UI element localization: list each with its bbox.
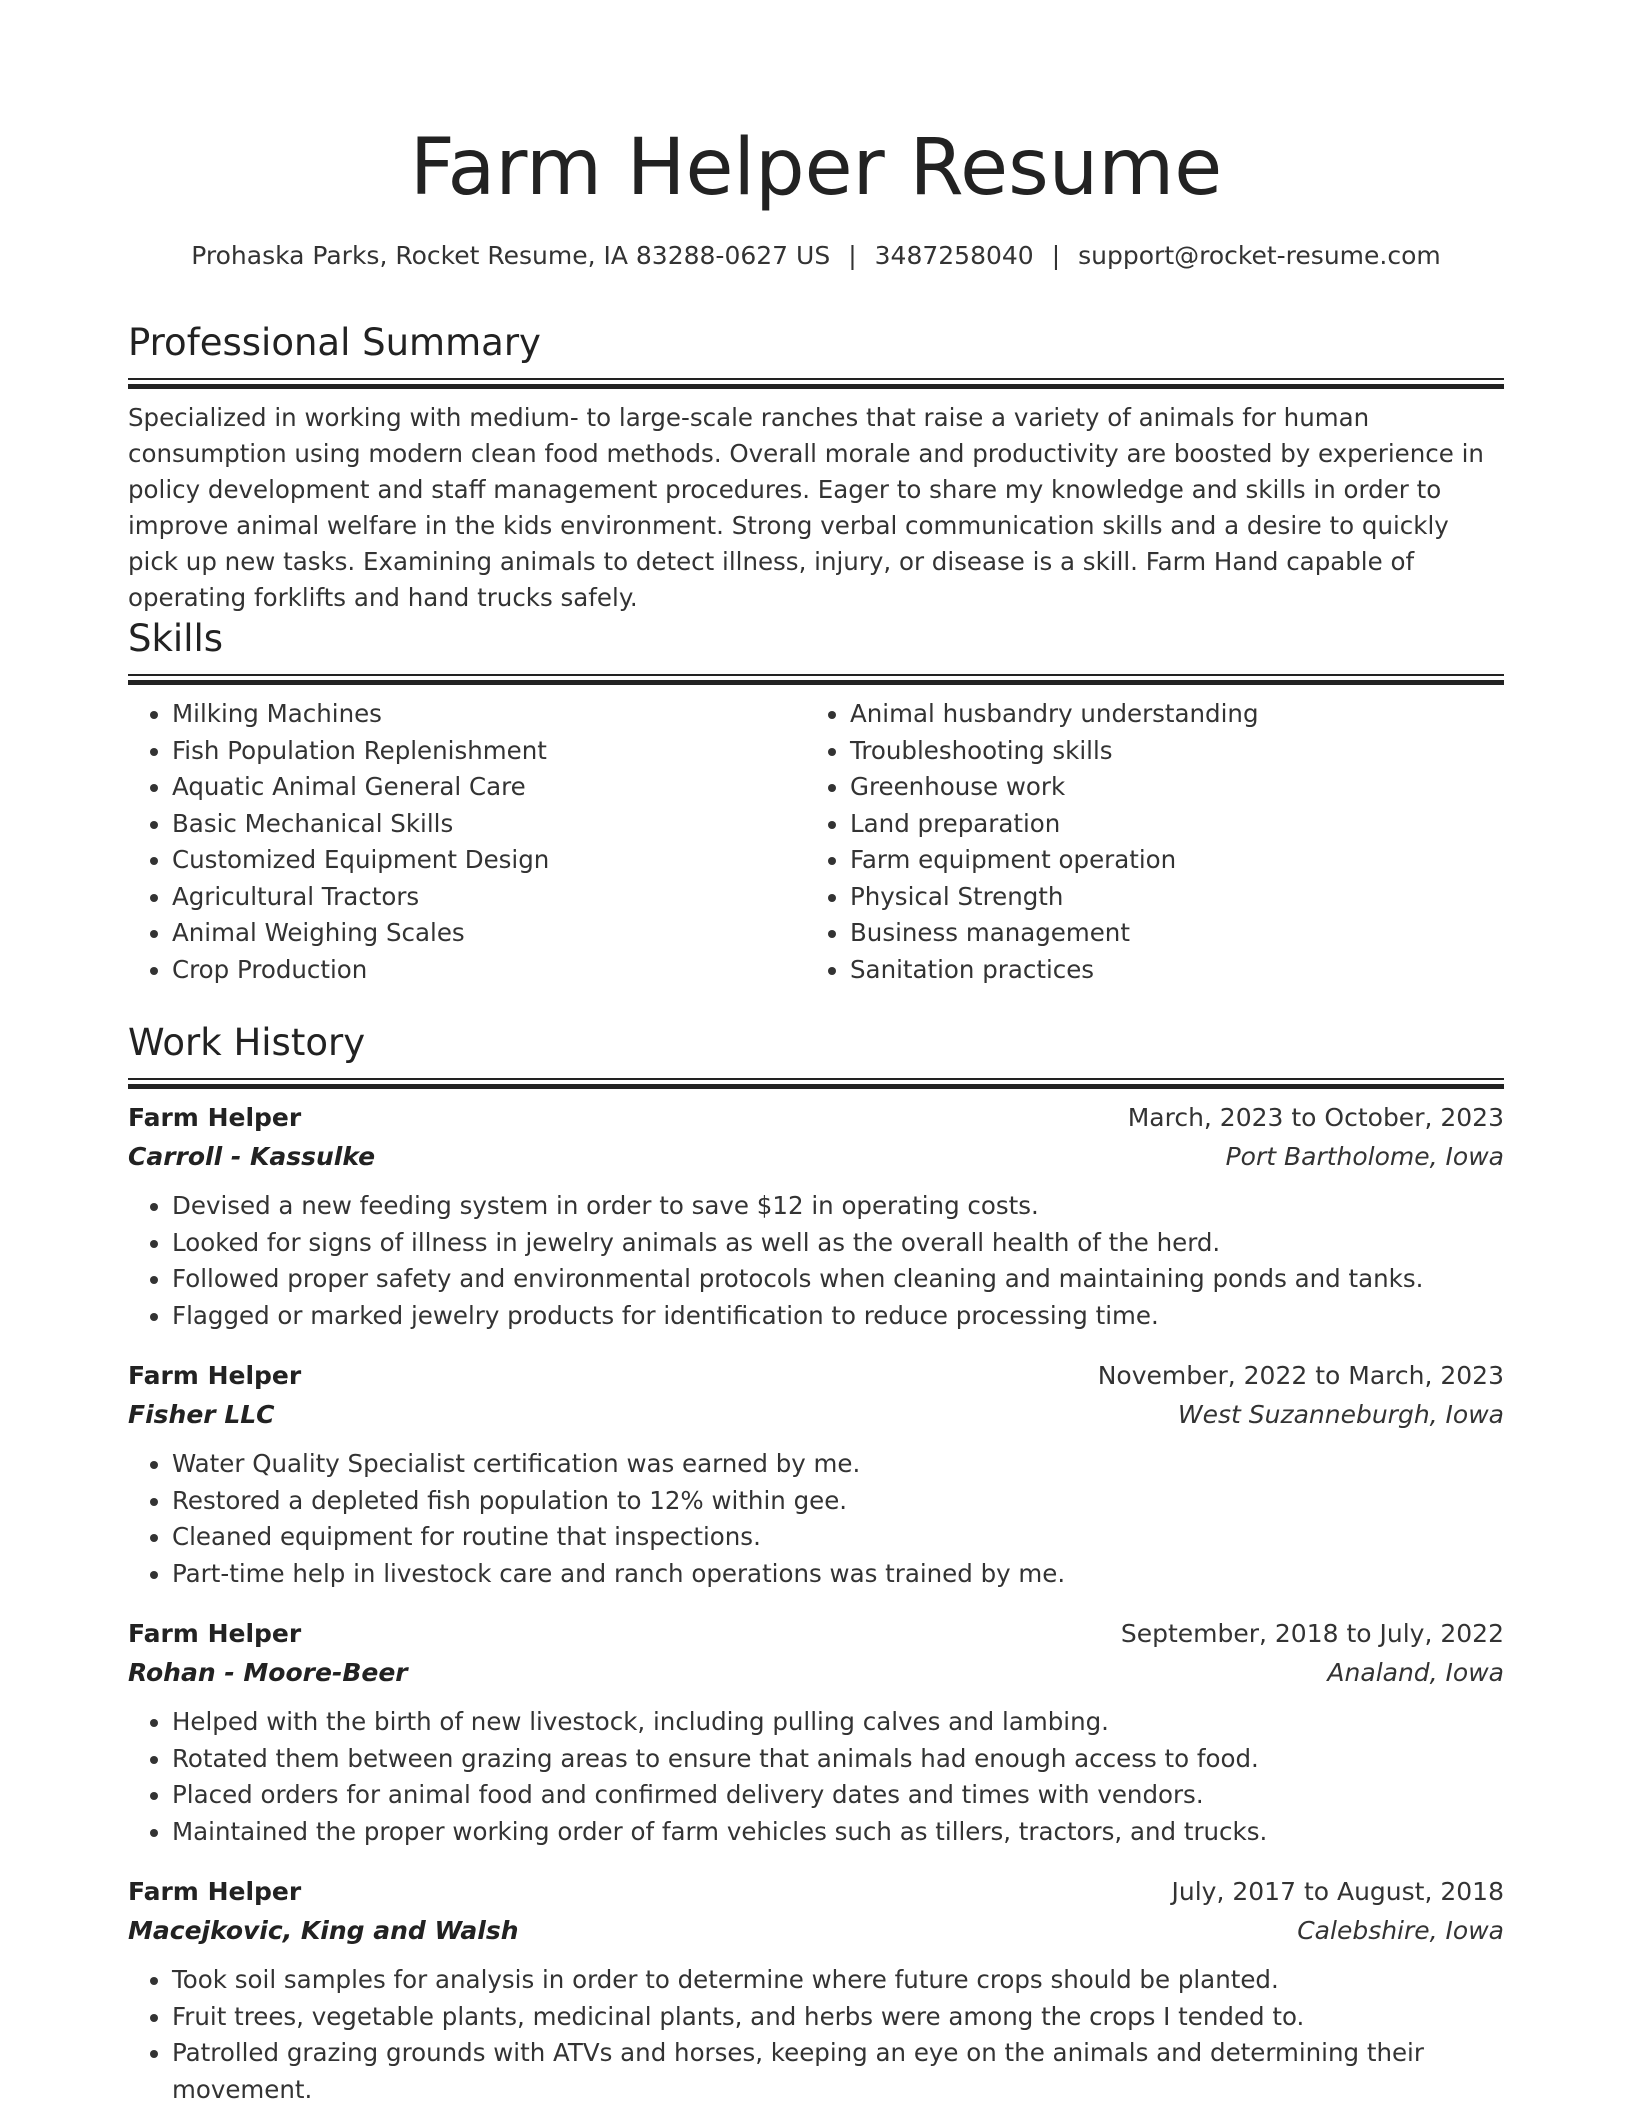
skills-list-left (128, 696, 806, 988)
job-subheader (128, 1395, 1504, 1434)
section-divider (128, 674, 1504, 684)
job-dates: March, 2023 to October, 2023 (1127, 1103, 1504, 1132)
job-dates: September, 2018 to July, 2022 (1120, 1619, 1504, 1648)
skill-item: • Fish Population Replenishment (172, 733, 806, 770)
job-bullet: • Took soil samples for analysis in order to determine where future crops should be planted. (172, 1962, 1504, 1999)
job-bullet: • Followed proper safety and environmental protocols when cleaning and maintaining ponds and tanks. (172, 1261, 1504, 1298)
skill-item: • Aquatic Animal General Care (172, 769, 806, 806)
job-company: Carroll - Kassulke (128, 1142, 376, 1171)
job-bullet: • Devised a new feeding system in order to save $12 in operating costs. (172, 1188, 1504, 1225)
contact-email: support@rocket-resume.com (1078, 241, 1441, 270)
job-bullet: • Rotated them between grazing areas to ensure that animals had enough access to food. (172, 1741, 1504, 1778)
job-dates: July, 2017 to August, 2018 (1171, 1877, 1504, 1906)
job-bullet: • Helped with the birth of new livestock, including pulling calves and lambing. (172, 1704, 1504, 1741)
job-bullet: • Restored a depleted fish population to 12% within gee. (172, 1483, 1504, 1520)
job-bullet: • Flagged or marked jewelry products for identification to reduce processing time. (172, 1298, 1504, 1335)
contact-address: Prohaska Parks, Rocket Resume, IA 83288-0627 US (191, 241, 831, 270)
professional-summary-section (128, 318, 1504, 616)
job-title: Farm Helper (128, 1103, 302, 1132)
job-bullet: • Looked for signs of illness in jewelry animals as well as the overall health of the herd. (172, 1225, 1504, 1262)
job-entry (128, 1614, 1504, 1850)
job-bullets (128, 1188, 1504, 1334)
job-company: Rohan - Moore-Beer (128, 1658, 408, 1687)
section-divider (128, 378, 1504, 388)
job-subheader (128, 1653, 1504, 1692)
job-entry (128, 1098, 1504, 1334)
job-bullet: • Maintained the proper working order of farm vehicles such as tillers, tractors, and trucks. (172, 1814, 1504, 1851)
job-bullet: • Part-time help in livestock care and ranch operations was trained by me. (172, 1556, 1504, 1593)
job-bullet: • Patrolled grazing grounds with ATVs and horses, keeping an eye on the animals and determining their movement. (172, 2035, 1504, 2108)
summary-text: Specialized in working with medium- to large-scale ranches that raise a variety of animals for human consumption using modern clean food methods. Overall morale and productivity are boosted by experience in policy development and staff management procedures. Eager to share my knowledge and skills in order to improve animal welfare in the kids environment. Strong verbal communication skills and a desire to quickly pick up new tasks. Examining animals to detect illness, injury, or disease is a skill. Farm Hand capable of operating forklifts and hand trucks safely. (128, 403, 1484, 612)
job-bullets (128, 1704, 1504, 1850)
job-company: Fisher LLC (128, 1400, 275, 1429)
job-dates: November, 2022 to March, 2023 (1097, 1361, 1504, 1390)
skill-item: • Physical Strength (850, 879, 1484, 916)
contact-line (128, 238, 1504, 274)
job-bullet: • Cleaned equipment for routine that inspections. (172, 1519, 1504, 1556)
job-header (128, 1098, 1504, 1137)
job-bullets (128, 1962, 1504, 2108)
job-title: Farm Helper (128, 1619, 302, 1648)
skills-heading: Skills (128, 617, 224, 660)
skills-columns (128, 696, 1504, 988)
job-header (128, 1356, 1504, 1395)
skill-item: • Business management (850, 915, 1484, 952)
skill-item: • Basic Mechanical Skills (172, 806, 806, 843)
resume-title: Farm Helper Resume (409, 123, 1223, 213)
job-header (128, 1614, 1504, 1653)
skill-item: • Greenhouse work (850, 769, 1484, 806)
job-location: Port Bartholome, Iowa (1225, 1142, 1504, 1171)
job-bullet: • Water Quality Specialist certification was earned by me. (172, 1446, 1504, 1483)
contact-separator: | (848, 241, 857, 270)
skill-item: • Agricultural Tractors (172, 879, 806, 916)
skill-item: • Troubleshooting skills (850, 733, 1484, 770)
summary-heading: Professional Summary (128, 321, 541, 364)
skill-item: • Land preparation (850, 806, 1484, 843)
job-entry (128, 1356, 1504, 1592)
contact-phone: 3487258040 (874, 241, 1034, 270)
job-subheader (128, 1137, 1504, 1176)
skill-item: • Customized Equipment Design (172, 842, 806, 879)
skill-item: • Crop Production (172, 952, 806, 989)
skill-item: • Animal husbandry understanding (850, 696, 1484, 733)
job-bullet: • Placed orders for animal food and confirmed delivery dates and times with vendors. (172, 1777, 1504, 1814)
skill-item: • Farm equipment operation (850, 842, 1484, 879)
job-company: Macejkovic, King and Walsh (128, 1916, 519, 1945)
section-divider (128, 1078, 1504, 1088)
contact-separator: | (1051, 241, 1061, 270)
job-title: Farm Helper (128, 1877, 302, 1906)
skills-section (128, 614, 1504, 988)
skill-item: • Milking Machines (172, 696, 806, 733)
job-location: Calebshire, Iowa (1297, 1916, 1504, 1945)
job-subheader (128, 1911, 1504, 1950)
skills-list-right (806, 696, 1484, 988)
job-bullets (128, 1446, 1504, 1592)
job-location: West Suzanneburgh, Iowa (1177, 1400, 1504, 1429)
skill-item: • Sanitation practices (850, 952, 1484, 989)
job-bullet: • Fruit trees, vegetable plants, medicinal plants, and herbs were among the crops I tended to. (172, 1999, 1504, 2036)
work-history-heading: Work History (128, 1021, 366, 1064)
skill-item: • Animal Weighing Scales (172, 915, 806, 952)
work-history-section (128, 1018, 1504, 2108)
job-entry (128, 1872, 1504, 2108)
job-location: Analand, Iowa (1327, 1658, 1504, 1687)
job-header (128, 1872, 1504, 1911)
job-title: Farm Helper (128, 1361, 302, 1390)
